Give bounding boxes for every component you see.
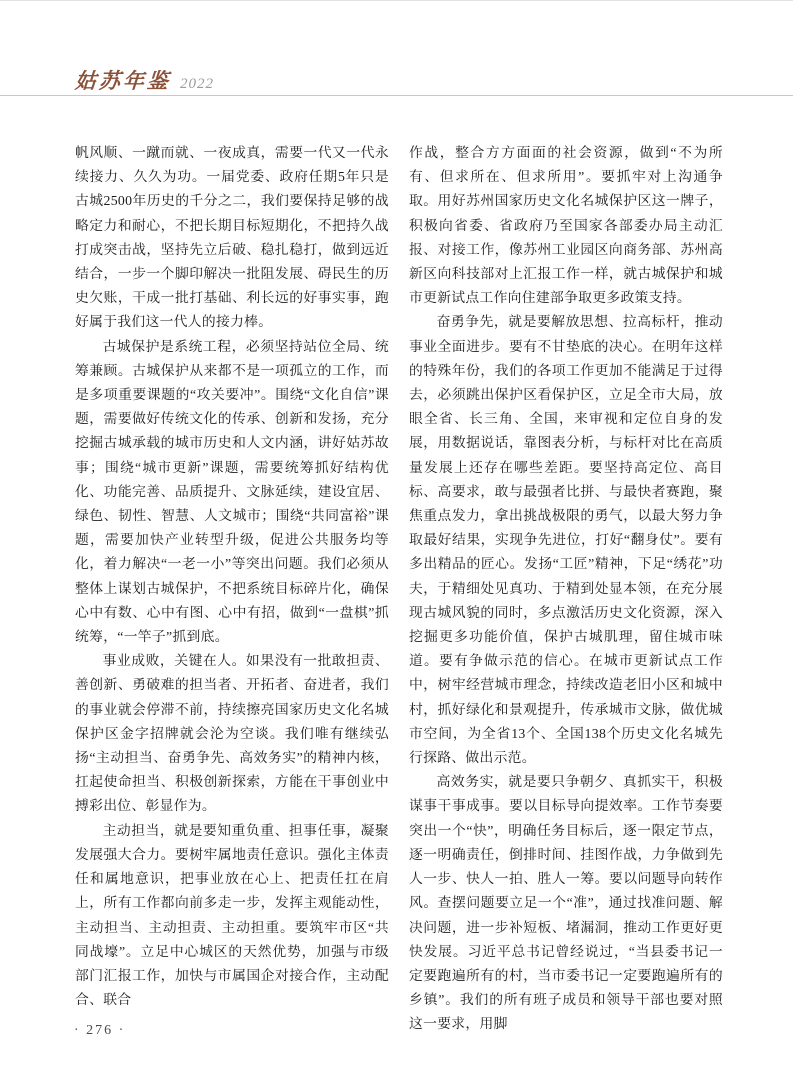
right-paragraph-gaoxiao-wushi: 高效务实，就是要只争朝夕、真抓实干，积极谋事干事成事。要以目标导向提效率。工作节奏要突出一个“快”，明确任务目标后，逐一限定节点，逐一明确责任，倒排时间、挂图作战，力争做到先人一步、快人一拍、胜人一筹。要以问题导向转作风。查摆问题要立足一个“准”，通过找准问题、解决问题，进一步补短板、堵漏洞，推动工作更好更快发展。习近平总书记曾经说过，“当县委书记一定要跑遍所有的村，当市委书记一定要跑遍所有的乡镇”。我们的所有班子成员和领导干部也要对照这一要求，用脚 bbox=[409, 774, 723, 1032]
page-header bbox=[75, 65, 214, 95]
page-number: · 276 · bbox=[74, 1023, 126, 1038]
page-footer bbox=[74, 1021, 125, 1039]
right-paragraph-continuation: 作战，整合方方面面的社会资源，做到“不为所有、但求所在、但求所用”。要抓牢对上沟通争取。用好苏州国家历史文化名城保护区这一牌子，积极向省委、省政府乃至国家各部委办局主动汇报、对接工作，像苏州工业园区向商务部、苏州高新区向科技部对上汇报工作一样，就古城保护和城市更新试点工作向住建部争取更多政策支持。 bbox=[409, 145, 723, 306]
header-divider bbox=[0, 95, 793, 96]
left-paragraph-key-people: 事业成败，关键在人。如果没有一批敢担责、善创新、勇破难的担当者、开拓者、奋进者，我们的事业就会停滞不前，持续擦亮国家历史文化名城保护区金字招牌就会沦为空谈。我们唯有继续弘扬“主动担当、奋勇争先、高效务实”的精神内核，扛起使命担当、积极创新探索，方能在干事创业中搏彩出位、彰显作为。 bbox=[75, 653, 389, 814]
yearbook-logo: 姑苏年鉴 bbox=[74, 69, 172, 93]
edition-year: 2022 bbox=[180, 76, 214, 92]
right-paragraph-fenyong-zhengxian: 奋勇争先，就是要解放思想、拉高标杆，推动事业全面进步。要有不甘垫底的决心。在明年这样的特殊年份，我们的各项工作更加不能满足于过得去，必须跳出保护区看保护区，立足全市大局，放眼全省、长三角、全国，来审视和定位自身的发展，用数据说话，靠图表分析，与标杆对比在高质量发展上还存在哪些差距。要坚持高定位、高目标、高要求，敢与最强者比拼、与最快者赛跑，聚焦重点发力，拿出挑战极限的勇气，以最大努力争取最好结果，实现争先进位，打好“翻身仗”。要有多出精品的匠心。发扬“工匠”精神，下足“绣花”功夫，于精细处见真功、于精到处显本领，在充分展现古城风貌的同时，多点激活历史文化资源，深入挖掘更多功能价值，保护古城肌理，留住城市味道。要有争做示范的信心。在城市更新试点工作中，树牢经营城市理念，持续改造老旧小区和城中村，抓好绿化和景观提升，传承城市文脉，做优城市空间，为全省13个、全国138个历史文化名城先行探路、做出示范。 bbox=[409, 314, 723, 766]
left-paragraph-continuation: 帆风顺、一蹴而就、一夜成真，需要一代又一代永续接力、久久为功。一届党委、政府任期5年只是古城2500年历史的千分之二，我们要保持足够的战略定力和耐心，不把长期目标短期化，不把持久战打成突击战，坚持先立后破、稳扎稳打，做到远近结合，一步一个脚印解决一批阻发展、碍民生的历史欠账，干成一批打基础、利长远的好事实事，跑好属于我们这一代人的接力棒。 bbox=[75, 145, 389, 330]
right-column bbox=[409, 141, 723, 1037]
left-paragraph-gucheng-protection: 古城保护是系统工程，必须坚持站位全局、统筹兼顾。古城保护从来都不是一项孤立的工作，而是多项重要课题的“攻关要冲”。围绕“文化自信”课题，需要做好传统文化的传承、创新和发扬，充分挖掘古城承载的城市历史和人文内涵，讲好姑苏故事；围绕“城市更新”课题，需要统筹抓好结构优化、功能完善、品质提升、文脉延续，建设宜居、绿色、韧性、智慧、人文城市；围绕“共同富裕”课题，需要加快产业转型升级，促进公共服务均等化，着力解决“一老一小”等突出问题。我们必须从整体上谋划古城保护，不把系统目标碎片化，确保心中有数、心中有图、心中有招，做到“一盘棋”抓统筹，“一竿子”抓到底。 bbox=[75, 338, 389, 645]
page-body bbox=[75, 141, 723, 1037]
left-paragraph-zhudong-dandang: 主动担当，就是要知重负重、担事任事，凝聚发展强大合力。要树牢属地责任意识。强化主体责任和属地意识，把事业放在心上、把责任扛在肩上，所有工作都向前多走一步，发挥主观能动性，主动担当、主动担责、主动担重。要筑牢市区“共同战壕”。立足中心城区的天然优势，加强与市级部门汇报工作，加快与市属国企对接合作，主动配合、联合 bbox=[75, 822, 389, 1008]
left-column bbox=[75, 141, 389, 1037]
